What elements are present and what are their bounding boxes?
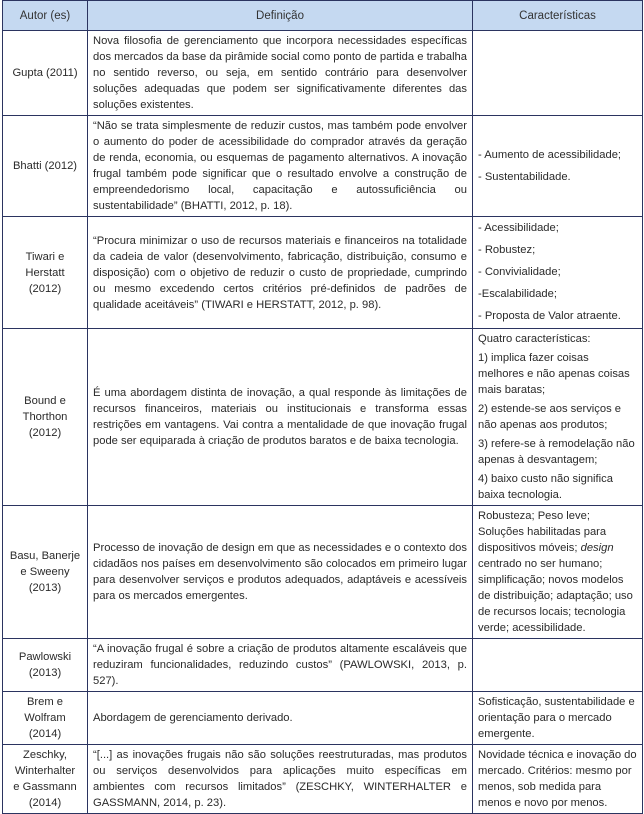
characteristic-item: - Convivialidade; [478, 266, 561, 278]
table-row [3, 506, 643, 639]
table-row [3, 217, 643, 329]
table-row [3, 31, 643, 116]
characteristics-cell [473, 217, 643, 329]
characteristic-item: 4) baixo custo não significa baixa tecnologia. [478, 473, 613, 501]
author-cell: Bhatti (2012) [3, 116, 88, 217]
author-line: Brem e [26, 696, 64, 708]
author-cell [3, 217, 88, 329]
author-line: Basu, Banerje [9, 550, 81, 562]
characteristics-cell [473, 116, 643, 217]
author-line: (2012) [28, 427, 62, 439]
author-line: Thorthon [22, 411, 68, 423]
characteristic-item: - Sustentabilidade. [478, 170, 571, 183]
author-line: (2013) [28, 582, 62, 594]
characteristic-item: - Proposta de Valor atraente. [478, 310, 621, 322]
definition-cell: “Não se trata simplesmente de reduzir custos, mas também pode envolver o aumento do poder de acessibilidade do comprador através da geração de renda, economia, ou esquemas de pagamento alternativos. A inovação frugal também pode significar que o resultado envolve a construção de empreendedorismo local, capacitação e autossuficiência ou sustentabilidade” (BHATTI, 2012, p. 18). [88, 116, 473, 217]
characteristics-cell [473, 31, 643, 116]
characteristics-cell [473, 506, 643, 639]
definition-cell: “Procura minimizar o uso de recursos materiais e financeiros na totalidade da cadeia de valor (desenvolvimento, fabricação, distribuição, consumo e disposição) com o objetivo de reduzir o custo de propriedade, cumprindo ou mesmo excedendo certos critérios pré-definidos de padrões de qualidade aceitáveis” (TIWARI e HERSTATT, 2012, p. 98). [88, 217, 473, 329]
table-row [3, 116, 643, 217]
author-line: Wolfram [24, 712, 66, 724]
author-line: (2013) [28, 667, 62, 679]
author-line: Pawlowski [18, 651, 72, 663]
header-author: Autor (es) [3, 1, 88, 31]
characteristic-item: - Acessibilidade; [478, 222, 559, 234]
definition-cell: É uma abordagem distinta de inovação, a qual responde às limitações de recursos financeiros, materiais ou institucionais e transforma essas restrições em vantagens. Vai contra a mentalidade de que inovação frugal pode ser equiparada à criação de produtos baratos e de baixa tecnologia. [88, 329, 473, 506]
table-row [3, 692, 643, 745]
characteristic-item: - Aumento de acessibilidade; [478, 148, 622, 161]
characteristics-cell [473, 639, 643, 692]
definition-cell: Abordagem de gerenciamento derivado. [88, 692, 473, 745]
author-line: Herstatt [25, 266, 65, 279]
characteristics-cell [473, 329, 643, 506]
characteristics-text-before: Robusteza; Peso leve; Soluções habilitadas para dispositivos móveis; [478, 510, 607, 554]
author-line: e Gassmann [13, 781, 77, 793]
definition-cell: “[...] as inovações frugais não são soluções reestruturadas, mas produtos ou serviços desenvolvidos para aplicações muito específicas em ambientes com recursos limitados” (ZESCHKY, WINTERHALTER e GASSMANN, 2014, p. 23). [88, 745, 473, 814]
table-row [3, 745, 643, 814]
author-cell: Gupta (2011) [3, 31, 88, 116]
author-line: e Sweeny [20, 566, 70, 578]
author-cell [3, 639, 88, 692]
header-definition: Definição [88, 1, 473, 31]
author-line: (2014) [28, 797, 62, 809]
definition-cell: Nova filosofia de gerenciamento que incorpora necessidades específicas dos mercados da base da pirâmide social como ponto de partida e trabalha no sentido reverso, ou seja, em sentido contrário para desenvolver soluções adequadas que podem ser significativamente diferentes das soluções existentes. [88, 31, 473, 116]
characteristics-cell: Sofisticação, sustentabilidade e orientação para o mercado emergente. [473, 692, 643, 745]
author-line: Winterhalter [14, 765, 76, 777]
characteristic-item: -Escalabilidade; [478, 288, 557, 300]
header-characteristics: Características [473, 1, 643, 31]
author-cell [3, 506, 88, 639]
author-cell [3, 692, 88, 745]
characteristic-item: Quatro características: [478, 333, 591, 345]
author-line: (2014) [28, 728, 62, 740]
author-line: (2012) [28, 282, 62, 295]
characteristic-item: - Robustez; [478, 244, 536, 256]
characteristic-item: 1) implica fazer coisas melhores e não apenas coisas mais baratas; [478, 352, 630, 396]
characteristic-item: 3) refere-se à remodelação não apenas à desvantagem; [478, 438, 635, 466]
definition-cell: “A inovação frugal é sobre a criação de produtos altamente escaláveis que reduziram funcionalidades, reduzindo custos” (PAWLOWSKI, 2013, p. 527). [88, 639, 473, 692]
table-row [3, 639, 643, 692]
author-cell [3, 329, 88, 506]
author-cell [3, 745, 88, 814]
header-row [3, 1, 643, 31]
definition-cell: Processo de inovação de design em que as necessidades e o contexto dos cidadãos nos países em desenvolvimento são colocados em primeiro lugar para desenvolver serviços e produtos adequados, adaptáveis e acessíveis para os mercados emergentes. [88, 506, 473, 639]
characteristics-cell: Novidade técnica e inovação do mercado. Critérios: mesmo por menos, sob medida para menos e novo por menos. [473, 745, 643, 814]
author-line: Zeschky, [23, 749, 67, 761]
characteristics-text-after: centrado no ser humano; simplificação; novos modelos de distribuição; adaptação; uso de recursos locais; tecnologia verde; acessibilidade. [478, 558, 633, 634]
table-row [3, 329, 643, 506]
characteristics-text-italic: design [580, 542, 614, 554]
author-line: Tiwari e [25, 250, 65, 263]
author-line: Bound e [24, 395, 66, 407]
frugal-innovation-table [2, 0, 643, 814]
characteristic-item: 2) estende-se aos serviços e não apenas aos produtos; [478, 403, 622, 431]
